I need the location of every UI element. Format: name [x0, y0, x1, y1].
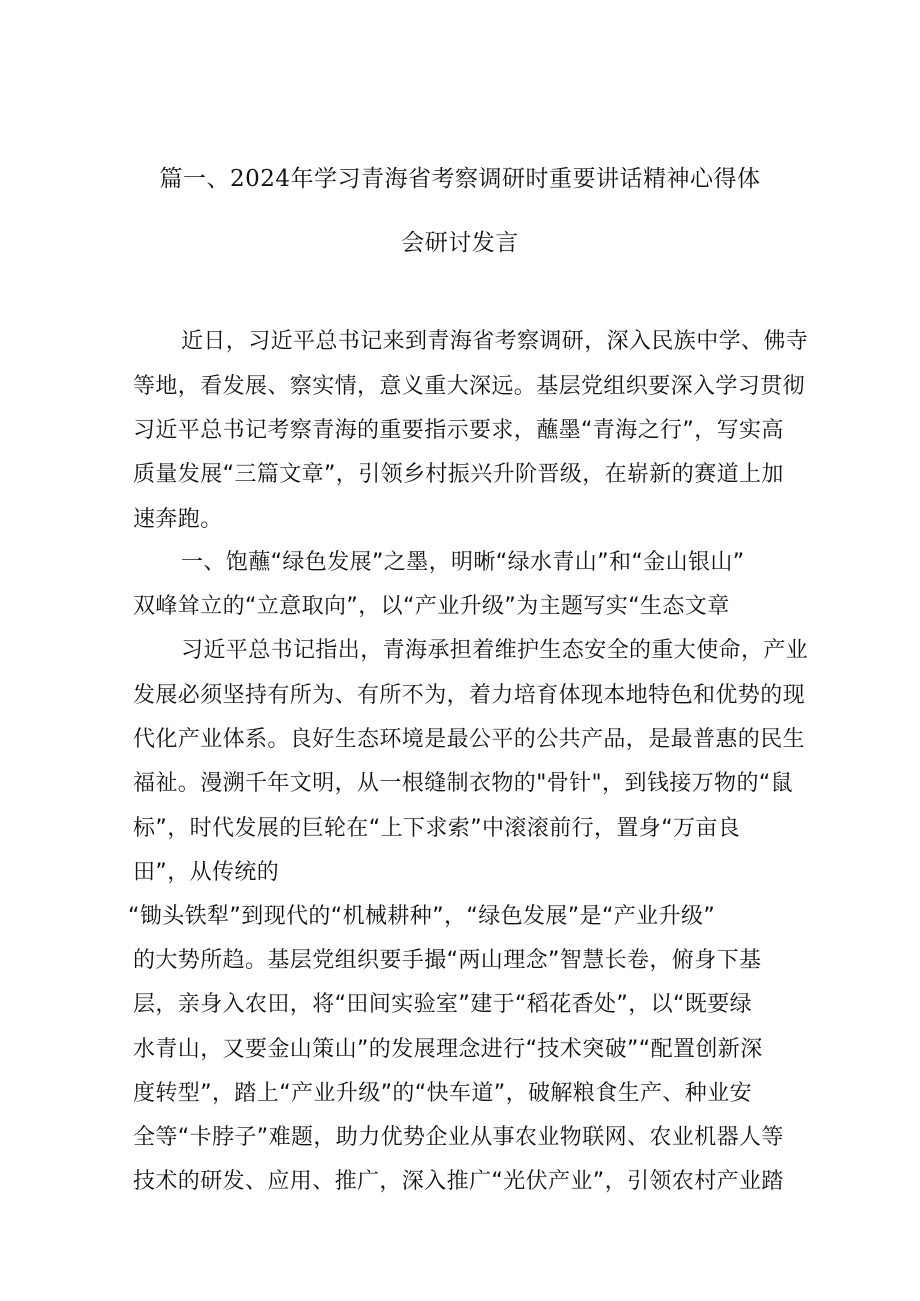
paragraph-2-line-3: 代化产业体系。良好生态环境是最公平的公共产品，是最普惠的民生 — [133, 727, 806, 752]
paragraph-1-line-5: 速奔跑。 — [133, 507, 223, 532]
section-heading-line-2: 双峰耸立的“立意取向”，以“产业升级”为主题写实“生态文章 — [133, 594, 730, 619]
paragraph-2-line-7: “锄头铁犁”到现代的“机械耕种”，“绿色发展”是“产业升级” — [128, 904, 716, 929]
paragraph-1-line-4: 质量发展“三篇文章”，引领乡村振兴升阶晋级，在崭新的赛道上加 — [133, 462, 784, 487]
paragraph-2-line-1: 习近平总书记指出，青海承担着维护生态安全的重大使命，产业 — [181, 638, 809, 663]
paragraph-1-line-1: 近日，习近平总书记来到青海省考察调研，深入民族中学、佛寺 — [181, 329, 809, 354]
paragraph-2-line-12: 全等“卡脖子”难题，助力优势企业从事农业物联网、农业机器人等 — [133, 1125, 784, 1150]
paragraph-2-line-5: 标”，时代发展的巨轮在“上下求索”中滚滚前行，置身“万亩良 — [133, 816, 741, 841]
paragraph-1-line-3: 习近平总书记考察青海的重要指示要求，蘸墨“青海之行”，写实高 — [133, 418, 784, 443]
paragraph-2-line-8: 的大势所趋。基层党组织要手撮“两山理念”智慧长卷，俯身下基 — [133, 948, 762, 973]
paragraph-2-line-4: 福祉。漫溯千年文明，从一根缝制衣物的"骨针"，到钱接万物的“鼠 — [133, 771, 794, 796]
paragraph-2-line-2: 发展必须坚持有所为、有所不为，着力培育体现本地特色和优势的现 — [133, 683, 806, 708]
paragraph-2-line-9: 层，亲身入农田，将“田间实验室”建于“稻花香处”，以“既要绿 — [133, 992, 752, 1017]
paragraph-1-line-2: 等地，看发展、察实情，意义重大深远。基层党组织要深入学习贯彻 — [133, 374, 806, 399]
document-title-line-2: 会研讨发言 — [401, 230, 519, 256]
paragraph-2-line-11: 度转型”，踏上“产业升级”的“快车道”，破解粮食生产、种业安 — [133, 1081, 752, 1106]
document-title-line-1: 篇一、2024年学习青海省考察调研时重要讲话精神心得体 — [159, 166, 761, 192]
section-heading-line-1: 一、饱蘸“绿色发展”之墨，明晰“绿水青山”和“金山银山” — [181, 550, 745, 575]
paragraph-2-line-13: 技术的研发、应用、推广，深入推广“光伏产业”，引领农村产业踏 — [133, 1169, 784, 1194]
paragraph-2-line-6: 田”，从传统的 — [133, 860, 280, 885]
paragraph-2-line-10: 水青山，又要金山策山”的发展理念进行“技术突破”“配置创新深 — [133, 1037, 763, 1062]
